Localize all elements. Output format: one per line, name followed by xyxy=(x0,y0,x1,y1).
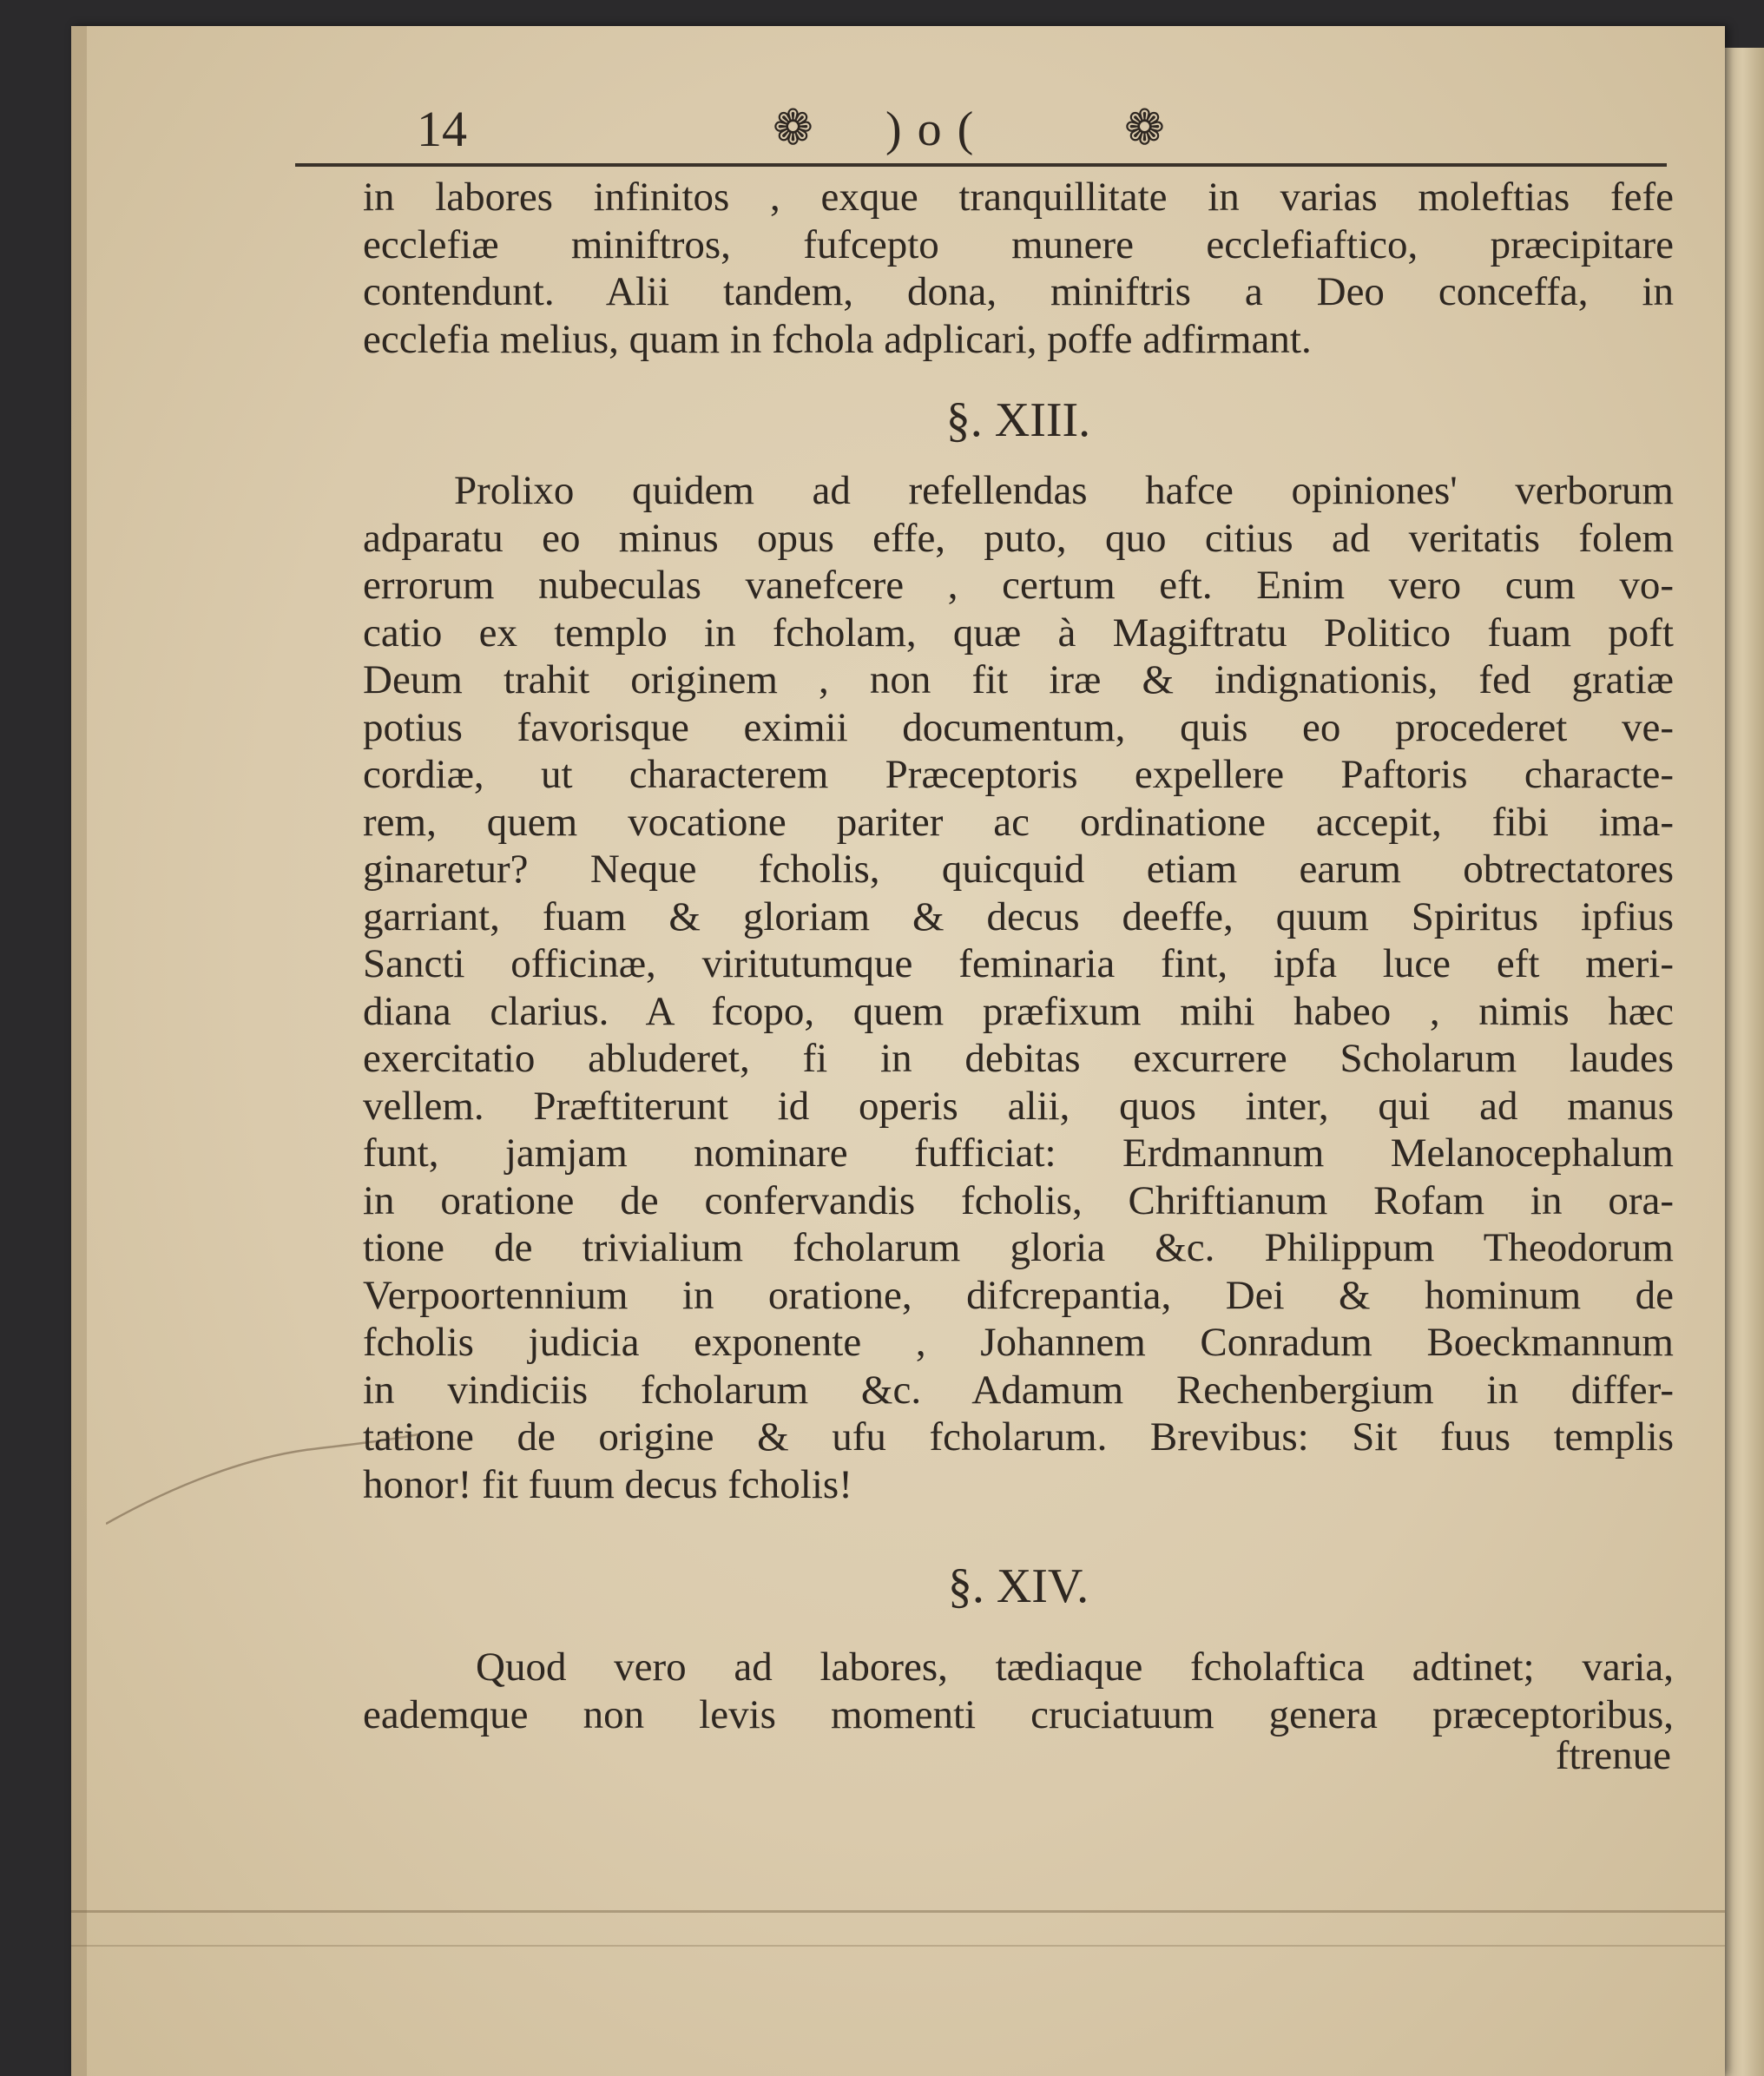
text-line: catio ex templo in fcholam, quæ à Magiftratu Politico fuam poft xyxy=(363,610,1674,656)
section-14-paragraph xyxy=(363,1644,1674,1738)
text-line: tatione de origine & ufu fcholarum. Brevibus: Sit fuus templis xyxy=(363,1414,1674,1460)
text-line: ecclefiæ miniftros, fufcepto munere ecclefiaftico, præcipitare xyxy=(363,221,1674,267)
catchword: ftrenue xyxy=(1555,1733,1671,1778)
text-line: eademque non levis momenti cruciatuum genera præceptoribus, xyxy=(363,1691,1674,1737)
text-line: in oratione de confervandis fcholis, Chriftianum Rofam in ora- xyxy=(363,1177,1674,1223)
text-line: Deum trahit originem , non fit iræ & indignationis, fed gratiæ xyxy=(363,657,1674,702)
header-rule xyxy=(295,163,1667,167)
flower-ornament-icon: ❁ xyxy=(773,102,813,155)
text-line: tione de trivialium fcholarum gloria &c. Philippum Theodorum xyxy=(363,1225,1674,1270)
text-line: garriant, fuam & gloriam & decus deeffe, quum Spiritus ipfius xyxy=(363,893,1674,939)
text-line: rem, quem vocatione pariter ac ordinatione accepit, fibi ima- xyxy=(363,799,1674,845)
text-line: fcholis judicia exponente , Johannem Conradum Boeckmannum xyxy=(363,1320,1674,1365)
section-heading-14: §. XIV. xyxy=(947,1559,1089,1613)
text-line: funt, jamjam nominare fufficiat: Erdmannum Melanocephalum xyxy=(363,1130,1674,1176)
intro-paragraph xyxy=(363,174,1674,363)
text-line: vellem. Præftiterunt id operis alii, quos inter, qui ad manus xyxy=(363,1083,1674,1129)
text-line: in labores infinitos , exque tranquillitate in varias moleftias fefe xyxy=(363,175,1674,220)
text-line: Sancti officinæ, viritutumque feminaria fint, ipfa luce eft meri- xyxy=(363,941,1674,986)
section-13-paragraph xyxy=(363,467,1674,1508)
text-line: Verpoortennium in oratione, difcrepantia, Dei & hominum de xyxy=(363,1272,1674,1318)
bottom-fold-line xyxy=(71,1945,1725,1947)
text-line: contendunt. Alii tandem, dona, miniftris a Deo conceffa, in xyxy=(363,269,1674,314)
text-line: ginaretur? Neque fcholis, quicquid etiam earum obtrectatores xyxy=(363,847,1674,892)
text-line: potius favorisque eximii documentum, quis eo procederet ve- xyxy=(363,704,1674,750)
text-line: Quod vero ad labores, tædiaque fcholaftica adtinet; varia, xyxy=(476,1644,1674,1690)
text-line: errorum nubeculas vanefcere , certum eft. Enim vero cum vo- xyxy=(363,563,1674,608)
text-line: honor! fit fuum decus fcholis! xyxy=(363,1461,852,1507)
section-heading-13: §. XIII. xyxy=(945,393,1091,447)
text-line: in vindiciis fcholarum &c. Adamum Rechenbergium in differ- xyxy=(363,1367,1674,1413)
flower-ornament-icon: ❁ xyxy=(1124,102,1165,155)
text-line: ecclefia melius, quam in fchola adplicari, poffe adfirmant. xyxy=(363,316,1312,362)
text-line: adparatu eo minus opus effe, puto, quo citius ad veritatis folem xyxy=(363,515,1674,561)
text-line: cordiæ, ut characterem Præceptoris expellere Paftoris characte- xyxy=(363,752,1674,797)
text-line: diana clarius. A fcopo, quem præfixum mihi habeo , nimis hæc xyxy=(363,988,1674,1034)
page-number: 14 xyxy=(417,101,467,157)
text-line: Prolixo quidem ad refellendas hafce opiniones' verborum xyxy=(454,468,1674,513)
text-line: exercitatio abluderet, fi in debitas excurrere Scholarum laudes xyxy=(363,1036,1674,1081)
running-head-mark: )o( xyxy=(885,102,990,156)
bottom-fold-line xyxy=(71,1910,1725,1913)
running-header xyxy=(295,100,1667,169)
